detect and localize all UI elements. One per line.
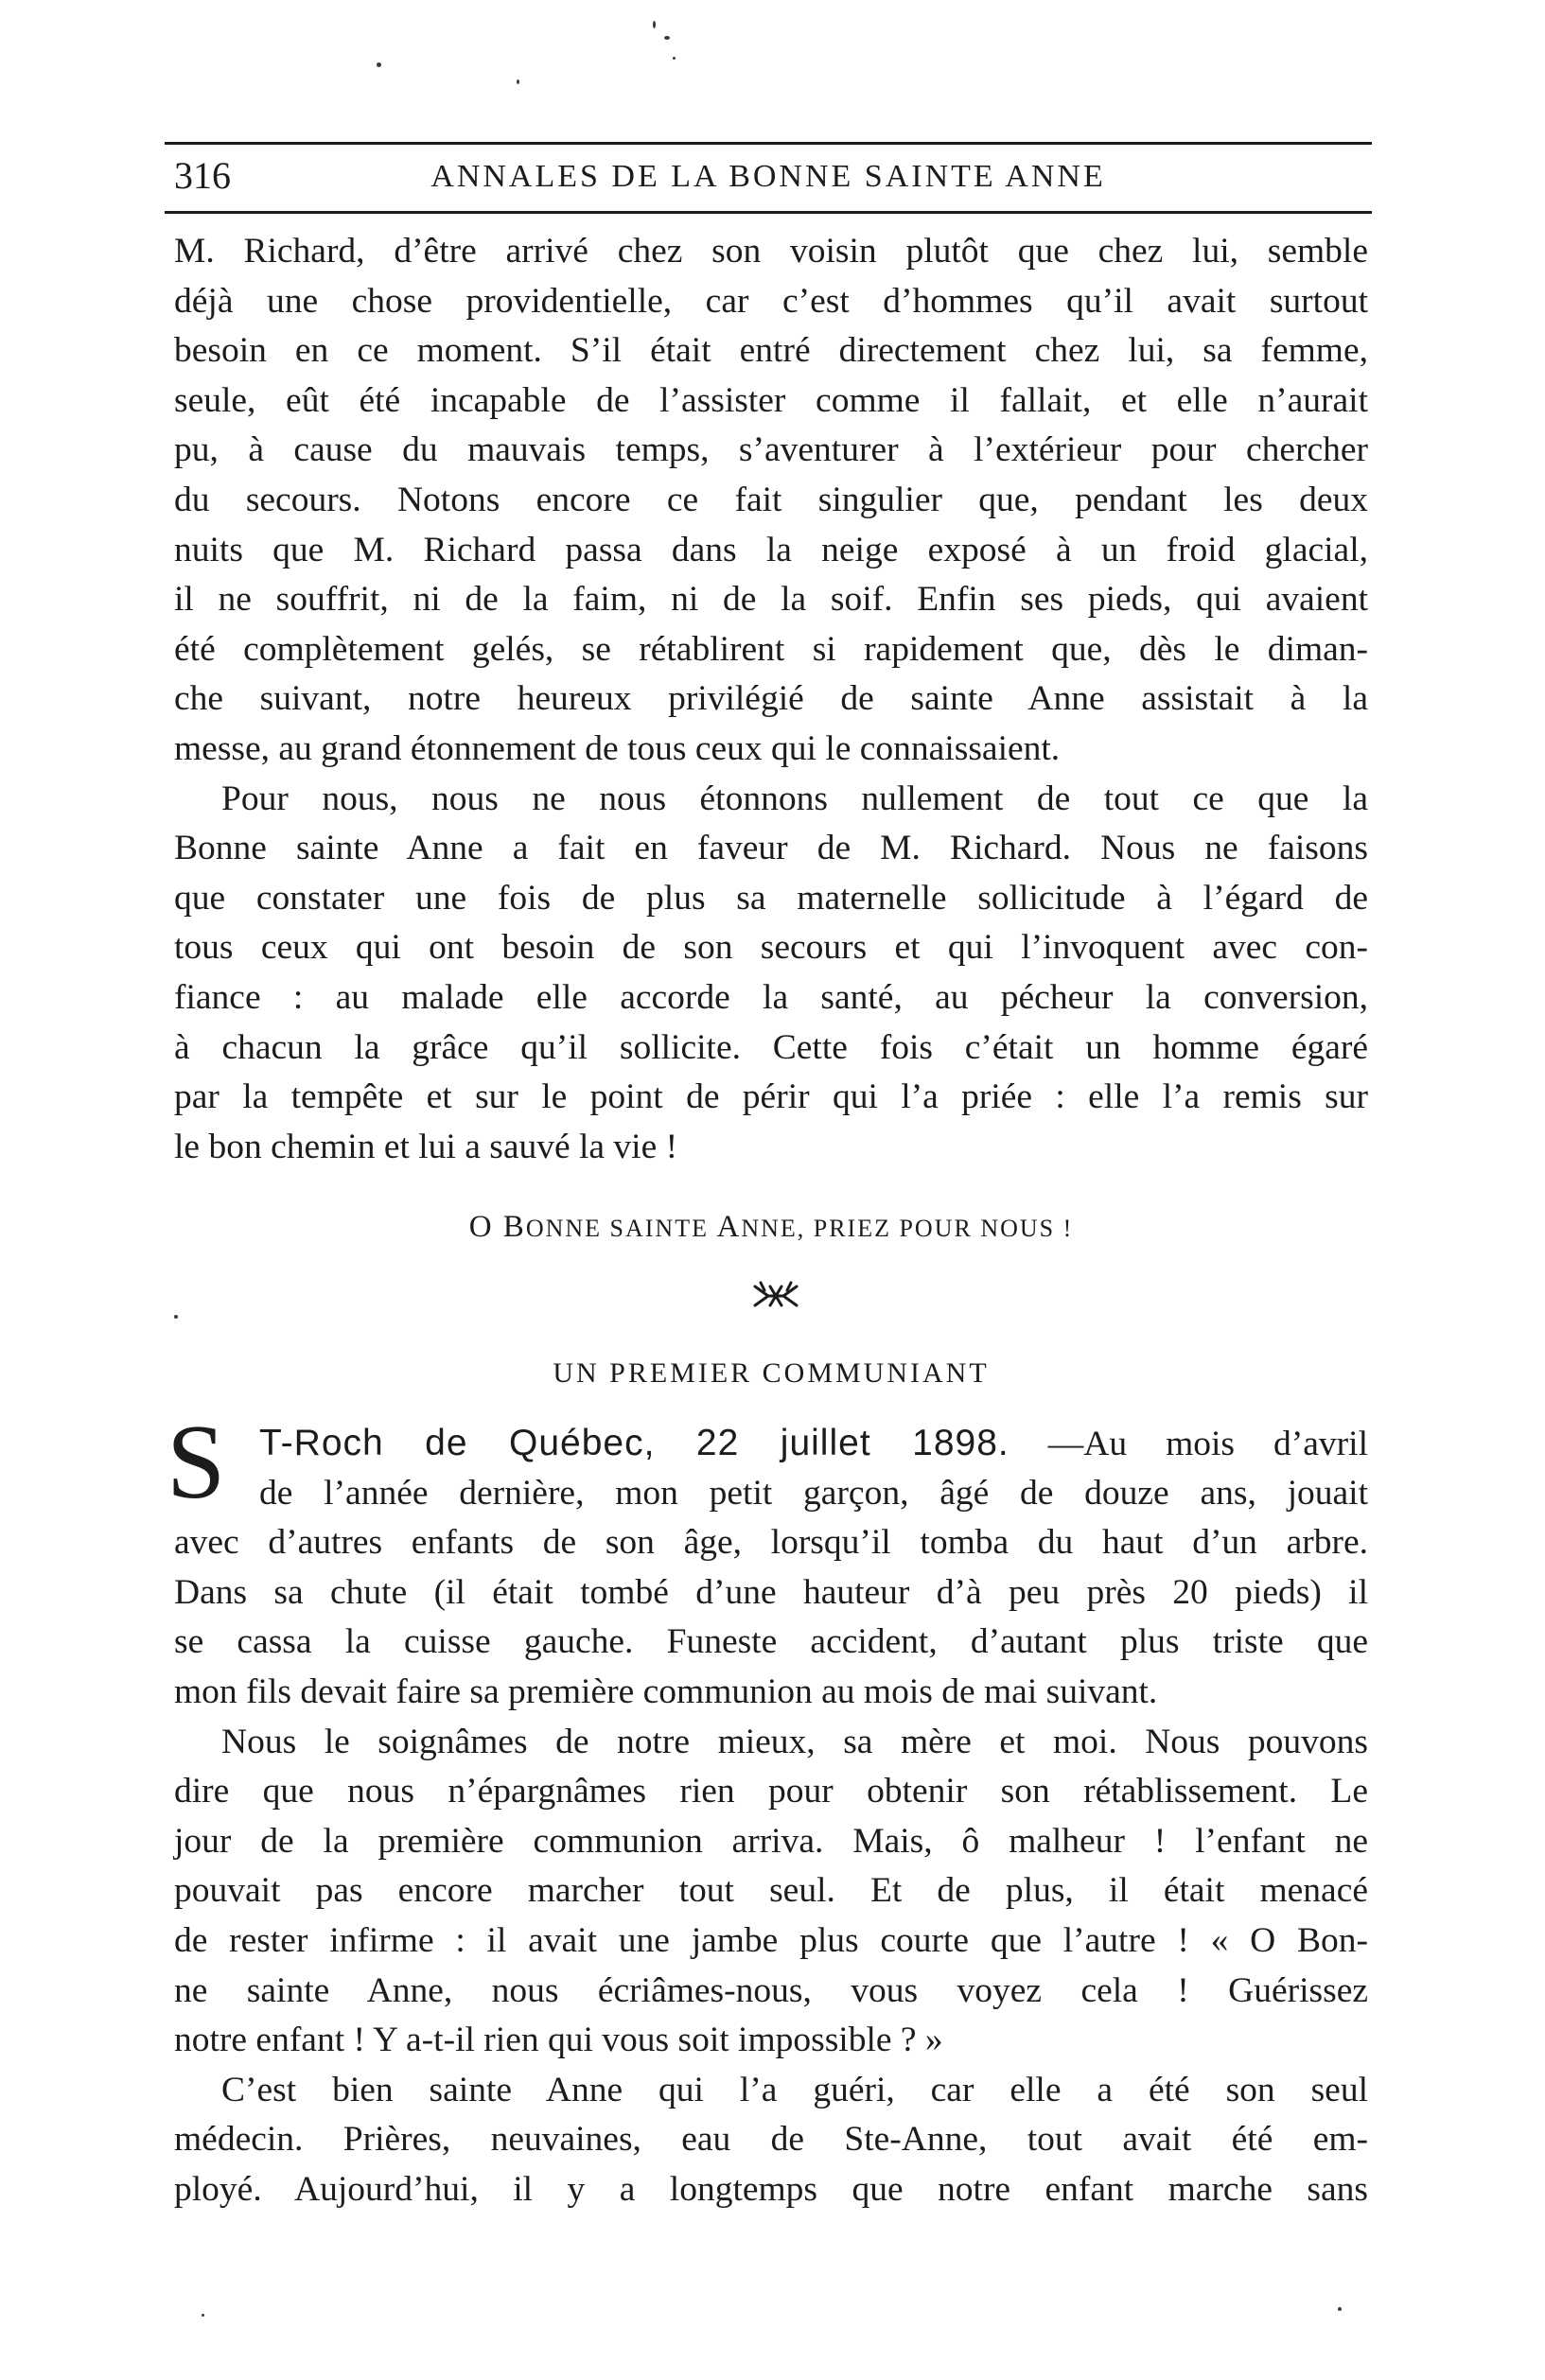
text-line: notre enfant ! Y a-t-il rien qui vous soit impossible ? » (174, 2021, 943, 2060)
section-title: UN PREMIER COMMUNIANT (553, 1357, 990, 1389)
running-head-title: ANNALES DE LA BONNE SAINTE ANNE (430, 159, 1106, 194)
text-line: que constater une fois de plus sa maternelle sollicitude à l’égard de (174, 878, 1368, 918)
invocation-part: NNE, PRIEZ POUR NOUS ! (741, 1215, 1074, 1242)
invocation-part: A (716, 1210, 742, 1244)
paragraph (174, 775, 1368, 1173)
paragraph (174, 1718, 1368, 2066)
text-line: messe, au grand étonnement de tous ceux qui le connaissaient. (174, 728, 1061, 768)
text-line: Dans sa chute (il était tombé d’une hauteur d’à peu près 20 pieds) il (174, 1572, 1368, 1612)
invocation (174, 1206, 1368, 1250)
text-line: Bonne sainte Anne a fait en faveur de M. Richard. Nous ne faisons (174, 829, 1368, 868)
text-line: seule, eût été incapable de l’assister comme il fallait, et elle n’aurait (174, 380, 1368, 420)
text-line: par la tempête et sur le point de périr qui l’a priée : elle l’a remis sur (174, 1077, 1368, 1117)
text-line: Nous le soignâmes de notre mieux, sa mère et moi. Nous pouvons (221, 1722, 1368, 1761)
paragraph (174, 1419, 1368, 1718)
text-line: pouvait pas encore marcher tout seul. Et de plus, il était menacé (174, 1871, 1368, 1911)
drop-cap: S (167, 1404, 226, 1521)
text-line: fiance : au malade elle accorde la santé, au pécheur la conversion, (174, 977, 1368, 1017)
text-line: besoin en ce moment. S’il était entré directement chez lui, sa femme, (174, 331, 1368, 371)
text-line: du secours. Notons encore ce fait singulier que, pendant les deux (174, 480, 1368, 519)
text-line: se cassa la cuisse gauche. Funeste accident, d’autant plus triste que (174, 1622, 1368, 1662)
article-body (167, 1404, 1368, 2215)
text-line: Pour nous, nous ne nous étonnons nullement de tout ce que la (221, 779, 1368, 818)
text-line: été complètement gelés, se rétablirent si rapidement que, dès le diman- (174, 629, 1368, 669)
text-line: jour de la première communion arriva. Mais, ô malheur ! l’enfant ne (174, 1821, 1368, 1861)
body-text (174, 227, 1368, 1172)
text-line: nuits que M. Richard passa dans la neige exposé à un froid glacial, (174, 530, 1368, 569)
text-line: dire que nous n’épargnâmes rien pour obtenir son rétablissement. Le (174, 1772, 1368, 1811)
text-line: pu, à cause du mauvais temps, s’aventurer à l’extérieur pour chercher (174, 430, 1368, 470)
text-line: déjà une chose providentielle, car c’est d’hommes qu’il avait surtout (174, 281, 1368, 321)
running-header (165, 142, 1372, 214)
text-line: le bon chemin et lui a sauvé la vie ! (174, 1127, 678, 1166)
dateline: T-Roch de Québec, 22 juillet 1898. (259, 1423, 1010, 1463)
text-line (174, 1419, 1368, 1469)
text-line: à chacun la grâce qu’il sollicite. Cette fois c’était un homme égaré (174, 1027, 1368, 1067)
invocation-part: O B (468, 1210, 526, 1244)
ornament-icon (747, 1277, 804, 1315)
paragraph (174, 2066, 1368, 2215)
text-line: che suivant, notre heureux privilégié de sainte Anne assistait à la (174, 679, 1368, 719)
text-line: de rester infirme : il avait une jambe plus courte que l’autre ! « O Bon- (174, 1920, 1368, 1960)
text-line: il ne souffrit, ni de la faim, ni de la soif. Enfin ses pieds, qui avaient (174, 580, 1368, 620)
paragraph (174, 227, 1368, 775)
text-line: tous ceux qui ont besoin de son secours et qui l’invoquent avec con- (174, 928, 1368, 968)
text-line: de l’année dernière, mon petit garçon, âgé de douze ans, jouait (259, 1473, 1368, 1513)
invocation-part: ONNE SAINTE (525, 1215, 717, 1242)
text-line: ployé. Aujourd’hui, il y a longtemps que notre enfant marche sans (174, 2169, 1368, 2209)
text-line: avec d’autres enfants de son âge, lorsqu’il tomba du haut d’un arbre. (174, 1523, 1368, 1563)
text-fragment: —Au mois d’avril (1009, 1425, 1368, 1463)
text-line: ne sainte Anne, nous écriâmes-nous, vous voyez cela ! Guérissez (174, 1970, 1368, 2010)
text-line: mon fils devait faire sa première communion au mois de mai suivant. (174, 1671, 1158, 1711)
text-line: médecin. Prières, neuvaines, eau de Ste-Anne, tout avait été em- (174, 2120, 1368, 2160)
page-number: 316 (174, 154, 231, 197)
text-line: M. Richard, d’être arrivé chez son voisin plutôt que chez lui, semble (174, 232, 1368, 271)
text-line: C’est bien sainte Anne qui l’a guéri, car elle a été son seul (221, 2070, 1368, 2109)
